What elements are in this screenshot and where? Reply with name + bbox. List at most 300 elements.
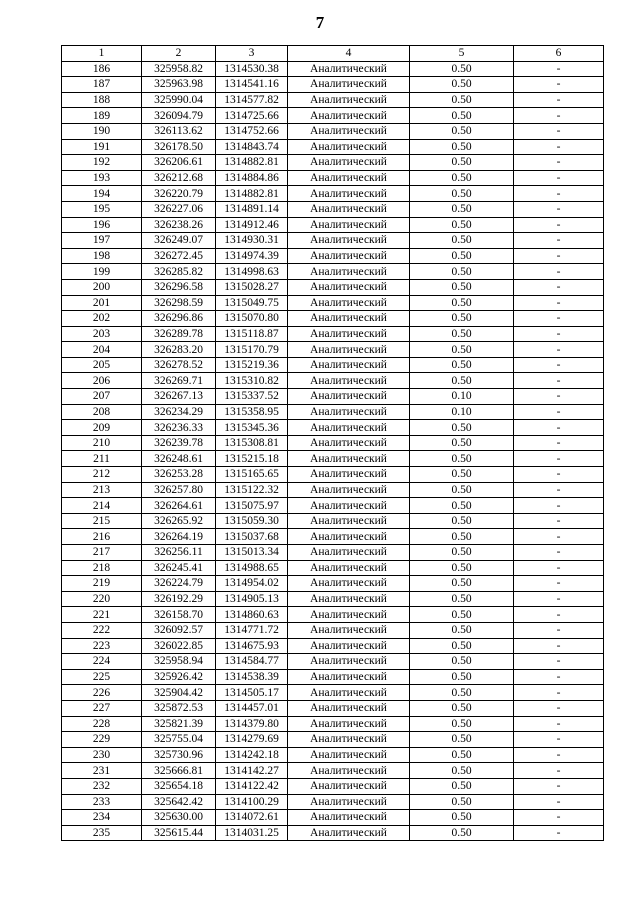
method-cell: Аналитический [288, 92, 410, 108]
y-coordinate-cell: 1315075.97 [216, 498, 288, 514]
table-row [62, 139, 604, 155]
table-row [62, 233, 604, 249]
accuracy-cell: 0.50 [410, 248, 514, 264]
x-coordinate-cell: 326094.79 [142, 108, 216, 124]
y-coordinate-cell: 1314577.82 [216, 92, 288, 108]
table-row [62, 654, 604, 670]
column-header: 5 [410, 46, 514, 62]
point-number-cell: 191 [62, 139, 142, 155]
description-cell: - [514, 716, 604, 732]
point-number-cell: 220 [62, 591, 142, 607]
x-coordinate-cell: 326296.86 [142, 311, 216, 327]
point-number-cell: 202 [62, 311, 142, 327]
x-coordinate-cell: 326283.20 [142, 342, 216, 358]
point-number-cell: 197 [62, 233, 142, 249]
method-cell: Аналитический [288, 435, 410, 451]
column-header: 1 [62, 46, 142, 62]
method-cell: Аналитический [288, 77, 410, 93]
table-row [62, 622, 604, 638]
y-coordinate-cell: 1314457.01 [216, 700, 288, 716]
method-cell: Аналитический [288, 201, 410, 217]
column-header: 3 [216, 46, 288, 62]
table-row [62, 186, 604, 202]
y-coordinate-cell: 1314882.81 [216, 186, 288, 202]
y-coordinate-cell: 1315310.82 [216, 373, 288, 389]
x-coordinate-cell: 326227.06 [142, 201, 216, 217]
y-coordinate-cell: 1315049.75 [216, 295, 288, 311]
accuracy-cell: 0.50 [410, 685, 514, 701]
description-cell: - [514, 279, 604, 295]
y-coordinate-cell: 1314860.63 [216, 607, 288, 623]
x-coordinate-cell: 326264.19 [142, 529, 216, 545]
description-cell: - [514, 607, 604, 623]
description-cell: - [514, 669, 604, 685]
table-row [62, 389, 604, 405]
y-coordinate-cell: 1315308.81 [216, 435, 288, 451]
point-number-cell: 216 [62, 529, 142, 545]
description-cell: - [514, 264, 604, 280]
point-number-cell: 231 [62, 763, 142, 779]
y-coordinate-cell: 1314884.86 [216, 170, 288, 186]
y-coordinate-cell: 1315337.52 [216, 389, 288, 405]
accuracy-cell: 0.50 [410, 498, 514, 514]
y-coordinate-cell: 1314843.74 [216, 139, 288, 155]
y-coordinate-cell: 1314142.27 [216, 763, 288, 779]
y-coordinate-cell: 1315122.32 [216, 482, 288, 498]
table-row [62, 451, 604, 467]
accuracy-cell: 0.50 [410, 342, 514, 358]
accuracy-cell: 0.50 [410, 638, 514, 654]
point-number-cell: 229 [62, 732, 142, 748]
method-cell: Аналитический [288, 763, 410, 779]
table-row [62, 669, 604, 685]
description-cell: - [514, 498, 604, 514]
table-row [62, 638, 604, 654]
table-row [62, 778, 604, 794]
table-row [62, 155, 604, 171]
y-coordinate-cell: 1314930.31 [216, 233, 288, 249]
y-coordinate-cell: 1314675.93 [216, 638, 288, 654]
x-coordinate-cell: 326234.29 [142, 404, 216, 420]
table-row [62, 217, 604, 233]
description-cell: - [514, 638, 604, 654]
accuracy-cell: 0.50 [410, 326, 514, 342]
method-cell: Аналитический [288, 529, 410, 545]
method-cell: Аналитический [288, 217, 410, 233]
y-coordinate-cell: 1314954.02 [216, 576, 288, 592]
table-row [62, 373, 604, 389]
accuracy-cell: 0.50 [410, 794, 514, 810]
description-cell: - [514, 404, 604, 420]
table-row [62, 794, 604, 810]
point-number-cell: 221 [62, 607, 142, 623]
y-coordinate-cell: 1314379.80 [216, 716, 288, 732]
table-row [62, 248, 604, 264]
y-coordinate-cell: 1315118.87 [216, 326, 288, 342]
description-cell: - [514, 326, 604, 342]
y-coordinate-cell: 1315028.27 [216, 279, 288, 295]
x-coordinate-cell: 326158.70 [142, 607, 216, 623]
table-row [62, 201, 604, 217]
description-cell: - [514, 389, 604, 405]
x-coordinate-cell: 326285.82 [142, 264, 216, 280]
description-cell: - [514, 810, 604, 826]
method-cell: Аналитический [288, 420, 410, 436]
x-coordinate-cell: 326298.59 [142, 295, 216, 311]
accuracy-cell: 0.50 [410, 529, 514, 545]
accuracy-cell: 0.50 [410, 170, 514, 186]
method-cell: Аналитический [288, 170, 410, 186]
y-coordinate-cell: 1315170.79 [216, 342, 288, 358]
point-number-cell: 215 [62, 513, 142, 529]
x-coordinate-cell: 326220.79 [142, 186, 216, 202]
method-cell: Аналитический [288, 233, 410, 249]
method-cell: Аналитический [288, 685, 410, 701]
y-coordinate-cell: 1314100.29 [216, 794, 288, 810]
point-number-cell: 199 [62, 264, 142, 280]
table-row [62, 482, 604, 498]
y-coordinate-cell: 1314771.72 [216, 622, 288, 638]
table-row [62, 108, 604, 124]
description-cell: - [514, 233, 604, 249]
description-cell: - [514, 155, 604, 171]
y-coordinate-cell: 1315358.95 [216, 404, 288, 420]
x-coordinate-cell: 325642.42 [142, 794, 216, 810]
y-coordinate-cell: 1314530.38 [216, 61, 288, 77]
point-number-cell: 193 [62, 170, 142, 186]
description-cell: - [514, 217, 604, 233]
table-row [62, 123, 604, 139]
description-cell: - [514, 794, 604, 810]
coordinates-table [61, 45, 604, 841]
table-row [62, 311, 604, 327]
point-number-cell: 218 [62, 560, 142, 576]
x-coordinate-cell: 325755.04 [142, 732, 216, 748]
table-row [62, 61, 604, 77]
description-cell: - [514, 482, 604, 498]
x-coordinate-cell: 326253.28 [142, 467, 216, 483]
method-cell: Аналитический [288, 467, 410, 483]
method-cell: Аналитический [288, 311, 410, 327]
x-coordinate-cell: 326238.26 [142, 217, 216, 233]
x-coordinate-cell: 326249.07 [142, 233, 216, 249]
point-number-cell: 217 [62, 545, 142, 561]
point-number-cell: 213 [62, 482, 142, 498]
method-cell: Аналитический [288, 451, 410, 467]
point-number-cell: 211 [62, 451, 142, 467]
table-row [62, 170, 604, 186]
description-cell: - [514, 576, 604, 592]
method-cell: Аналитический [288, 778, 410, 794]
method-cell: Аналитический [288, 825, 410, 841]
accuracy-cell: 0.50 [410, 435, 514, 451]
accuracy-cell: 0.50 [410, 747, 514, 763]
x-coordinate-cell: 325654.18 [142, 778, 216, 794]
table-row [62, 77, 604, 93]
x-coordinate-cell: 326269.71 [142, 373, 216, 389]
table-row [62, 404, 604, 420]
y-coordinate-cell: 1314882.81 [216, 155, 288, 171]
y-coordinate-cell: 1314912.46 [216, 217, 288, 233]
description-cell: - [514, 61, 604, 77]
accuracy-cell: 0.50 [410, 700, 514, 716]
x-coordinate-cell: 326296.58 [142, 279, 216, 295]
point-number-cell: 219 [62, 576, 142, 592]
description-cell: - [514, 732, 604, 748]
accuracy-cell: 0.50 [410, 622, 514, 638]
point-number-cell: 227 [62, 700, 142, 716]
y-coordinate-cell: 1315219.36 [216, 357, 288, 373]
x-coordinate-cell: 325990.04 [142, 92, 216, 108]
point-number-cell: 206 [62, 373, 142, 389]
point-number-cell: 225 [62, 669, 142, 685]
table-row [62, 747, 604, 763]
description-cell: - [514, 139, 604, 155]
point-number-cell: 209 [62, 420, 142, 436]
point-number-cell: 203 [62, 326, 142, 342]
point-number-cell: 196 [62, 217, 142, 233]
x-coordinate-cell: 326289.78 [142, 326, 216, 342]
y-coordinate-cell: 1314031.25 [216, 825, 288, 841]
point-number-cell: 212 [62, 467, 142, 483]
point-number-cell: 223 [62, 638, 142, 654]
method-cell: Аналитический [288, 61, 410, 77]
x-coordinate-cell: 326113.62 [142, 123, 216, 139]
description-cell: - [514, 342, 604, 358]
table-row [62, 498, 604, 514]
y-coordinate-cell: 1314279.69 [216, 732, 288, 748]
table-row [62, 435, 604, 451]
x-coordinate-cell: 325730.96 [142, 747, 216, 763]
description-cell: - [514, 201, 604, 217]
description-cell: - [514, 92, 604, 108]
x-coordinate-cell: 325821.39 [142, 716, 216, 732]
description-cell: - [514, 763, 604, 779]
table-row [62, 685, 604, 701]
x-coordinate-cell: 326224.79 [142, 576, 216, 592]
x-coordinate-cell: 326257.80 [142, 482, 216, 498]
point-number-cell: 230 [62, 747, 142, 763]
x-coordinate-cell: 326248.61 [142, 451, 216, 467]
point-number-cell: 224 [62, 654, 142, 670]
accuracy-cell: 0.50 [410, 217, 514, 233]
point-number-cell: 194 [62, 186, 142, 202]
method-cell: Аналитический [288, 700, 410, 716]
y-coordinate-cell: 1314725.66 [216, 108, 288, 124]
accuracy-cell: 0.50 [410, 186, 514, 202]
description-cell: - [514, 311, 604, 327]
y-coordinate-cell: 1314242.18 [216, 747, 288, 763]
y-coordinate-cell: 1315037.68 [216, 529, 288, 545]
x-coordinate-cell: 326272.45 [142, 248, 216, 264]
description-cell: - [514, 295, 604, 311]
accuracy-cell: 0.50 [410, 139, 514, 155]
table-row [62, 700, 604, 716]
point-number-cell: 190 [62, 123, 142, 139]
table-row [62, 607, 604, 623]
point-number-cell: 186 [62, 61, 142, 77]
x-coordinate-cell: 325872.53 [142, 700, 216, 716]
method-cell: Аналитический [288, 264, 410, 280]
description-cell: - [514, 747, 604, 763]
y-coordinate-cell: 1314122.42 [216, 778, 288, 794]
accuracy-cell: 0.50 [410, 295, 514, 311]
column-header: 4 [288, 46, 410, 62]
method-cell: Аналитический [288, 279, 410, 295]
point-number-cell: 226 [62, 685, 142, 701]
table-row [62, 279, 604, 295]
method-cell: Аналитический [288, 747, 410, 763]
point-number-cell: 198 [62, 248, 142, 264]
method-cell: Аналитический [288, 389, 410, 405]
accuracy-cell: 0.50 [410, 420, 514, 436]
accuracy-cell: 0.50 [410, 482, 514, 498]
y-coordinate-cell: 1315345.36 [216, 420, 288, 436]
description-cell: - [514, 248, 604, 264]
point-number-cell: 192 [62, 155, 142, 171]
y-coordinate-cell: 1314974.39 [216, 248, 288, 264]
accuracy-cell: 0.50 [410, 467, 514, 483]
point-number-cell: 207 [62, 389, 142, 405]
point-number-cell: 205 [62, 357, 142, 373]
accuracy-cell: 0.50 [410, 654, 514, 670]
description-cell: - [514, 467, 604, 483]
x-coordinate-cell: 326236.33 [142, 420, 216, 436]
accuracy-cell: 0.50 [410, 123, 514, 139]
description-cell: - [514, 685, 604, 701]
accuracy-cell: 0.50 [410, 155, 514, 171]
description-cell: - [514, 373, 604, 389]
y-coordinate-cell: 1314538.39 [216, 669, 288, 685]
accuracy-cell: 0.50 [410, 560, 514, 576]
x-coordinate-cell: 325615.44 [142, 825, 216, 841]
description-cell: - [514, 420, 604, 436]
accuracy-cell: 0.50 [410, 763, 514, 779]
table-row [62, 545, 604, 561]
y-coordinate-cell: 1315059.30 [216, 513, 288, 529]
y-coordinate-cell: 1315013.34 [216, 545, 288, 561]
table-row [62, 591, 604, 607]
column-header: 2 [142, 46, 216, 62]
accuracy-cell: 0.50 [410, 201, 514, 217]
accuracy-cell: 0.10 [410, 404, 514, 420]
table-row [62, 560, 604, 576]
method-cell: Аналитический [288, 357, 410, 373]
method-cell: Аналитический [288, 404, 410, 420]
table-row [62, 513, 604, 529]
table-row [62, 810, 604, 826]
point-number-cell: 214 [62, 498, 142, 514]
method-cell: Аналитический [288, 622, 410, 638]
method-cell: Аналитический [288, 513, 410, 529]
method-cell: Аналитический [288, 732, 410, 748]
point-number-cell: 195 [62, 201, 142, 217]
table-row [62, 763, 604, 779]
accuracy-cell: 0.50 [410, 607, 514, 623]
point-number-cell: 232 [62, 778, 142, 794]
point-number-cell: 204 [62, 342, 142, 358]
description-cell: - [514, 700, 604, 716]
accuracy-cell: 0.50 [410, 357, 514, 373]
x-coordinate-cell: 325958.82 [142, 61, 216, 77]
description-cell: - [514, 825, 604, 841]
method-cell: Аналитический [288, 810, 410, 826]
x-coordinate-cell: 325963.98 [142, 77, 216, 93]
accuracy-cell: 0.50 [410, 61, 514, 77]
accuracy-cell: 0.50 [410, 732, 514, 748]
description-cell: - [514, 186, 604, 202]
description-cell: - [514, 451, 604, 467]
y-coordinate-cell: 1314752.66 [216, 123, 288, 139]
table-row [62, 295, 604, 311]
method-cell: Аналитический [288, 295, 410, 311]
accuracy-cell: 0.50 [410, 545, 514, 561]
method-cell: Аналитический [288, 108, 410, 124]
description-cell: - [514, 778, 604, 794]
method-cell: Аналитический [288, 498, 410, 514]
point-number-cell: 233 [62, 794, 142, 810]
description-cell: - [514, 622, 604, 638]
description-cell: - [514, 170, 604, 186]
description-cell: - [514, 591, 604, 607]
accuracy-cell: 0.50 [410, 279, 514, 295]
point-number-cell: 187 [62, 77, 142, 93]
method-cell: Аналитический [288, 326, 410, 342]
accuracy-cell: 0.50 [410, 810, 514, 826]
point-number-cell: 222 [62, 622, 142, 638]
point-number-cell: 208 [62, 404, 142, 420]
x-coordinate-cell: 325926.42 [142, 669, 216, 685]
accuracy-cell: 0.50 [410, 576, 514, 592]
method-cell: Аналитический [288, 638, 410, 654]
accuracy-cell: 0.50 [410, 311, 514, 327]
accuracy-cell: 0.10 [410, 389, 514, 405]
x-coordinate-cell: 326264.61 [142, 498, 216, 514]
method-cell: Аналитический [288, 342, 410, 358]
x-coordinate-cell: 326178.50 [142, 139, 216, 155]
table-row [62, 716, 604, 732]
x-coordinate-cell: 326022.85 [142, 638, 216, 654]
table-row [62, 357, 604, 373]
accuracy-cell: 0.50 [410, 92, 514, 108]
table-row [62, 467, 604, 483]
table-row [62, 576, 604, 592]
y-coordinate-cell: 1314584.77 [216, 654, 288, 670]
y-coordinate-cell: 1314998.63 [216, 264, 288, 280]
y-coordinate-cell: 1315215.18 [216, 451, 288, 467]
table-row [62, 342, 604, 358]
description-cell: - [514, 529, 604, 545]
x-coordinate-cell: 325630.00 [142, 810, 216, 826]
accuracy-cell: 0.50 [410, 264, 514, 280]
accuracy-cell: 0.50 [410, 778, 514, 794]
accuracy-cell: 0.50 [410, 77, 514, 93]
method-cell: Аналитический [288, 794, 410, 810]
accuracy-cell: 0.50 [410, 716, 514, 732]
method-cell: Аналитический [288, 669, 410, 685]
method-cell: Аналитический [288, 607, 410, 623]
accuracy-cell: 0.50 [410, 373, 514, 389]
method-cell: Аналитический [288, 591, 410, 607]
description-cell: - [514, 654, 604, 670]
x-coordinate-cell: 326265.92 [142, 513, 216, 529]
method-cell: Аналитический [288, 139, 410, 155]
table-row [62, 92, 604, 108]
point-number-cell: 210 [62, 435, 142, 451]
table-body [62, 61, 604, 841]
accuracy-cell: 0.50 [410, 233, 514, 249]
x-coordinate-cell: 325904.42 [142, 685, 216, 701]
